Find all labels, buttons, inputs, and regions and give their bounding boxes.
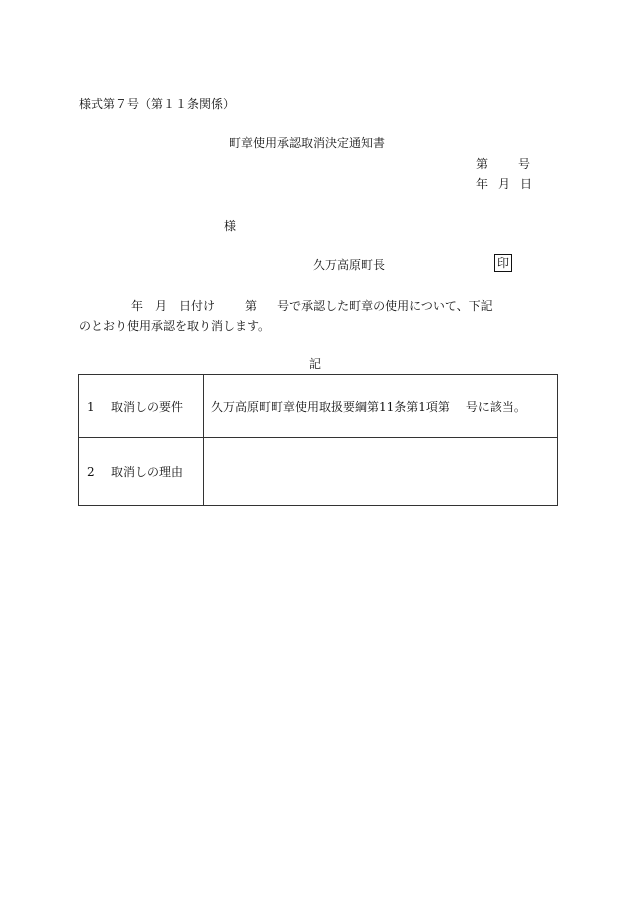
row-label: 取消しの要件	[111, 399, 184, 414]
row-label-cell	[79, 375, 204, 438]
date-year: 年	[476, 177, 489, 191]
form-number: 様式第７号（第１１条関係）	[79, 97, 236, 111]
body-month: 月	[155, 299, 168, 313]
body-date-suffix: 日付け	[179, 299, 216, 313]
addressee: 様	[224, 219, 237, 233]
row-value-cell	[204, 375, 558, 438]
issuer-name: 久万高原町長	[313, 258, 386, 272]
body-line1-rest: 号で承認した町章の使用について、下記	[277, 299, 493, 313]
table-row	[79, 438, 558, 506]
body-year: 年	[131, 299, 144, 313]
row-value-part1: 久万高原町町章使用取扱要綱第11条第1項第	[211, 399, 450, 414]
record-heading: 記	[309, 357, 322, 371]
number-suffix: 号	[518, 157, 531, 171]
row-label: 取消しの理由	[111, 465, 184, 479]
row-number: 1	[87, 399, 95, 414]
row-number: 2	[87, 465, 95, 479]
details-table	[78, 374, 558, 506]
row-value-cell	[204, 438, 558, 506]
document-number-line	[476, 157, 530, 171]
body-line-1	[79, 296, 549, 316]
document-date-line	[476, 177, 532, 191]
body-number-prefix: 第	[245, 299, 258, 313]
table-row	[79, 375, 558, 438]
row-value-part2: 号に該当。	[465, 399, 526, 414]
body-line-2: のとおり使用承認を取り消します。	[79, 319, 271, 333]
number-prefix: 第	[476, 157, 489, 171]
seal-stamp: 印	[494, 254, 512, 272]
date-month: 月	[498, 177, 511, 191]
row-label-cell	[79, 438, 204, 506]
date-day: 日	[520, 177, 533, 191]
document-title: 町章使用承認取消決定通知書	[229, 136, 386, 150]
body-text	[79, 296, 549, 336]
